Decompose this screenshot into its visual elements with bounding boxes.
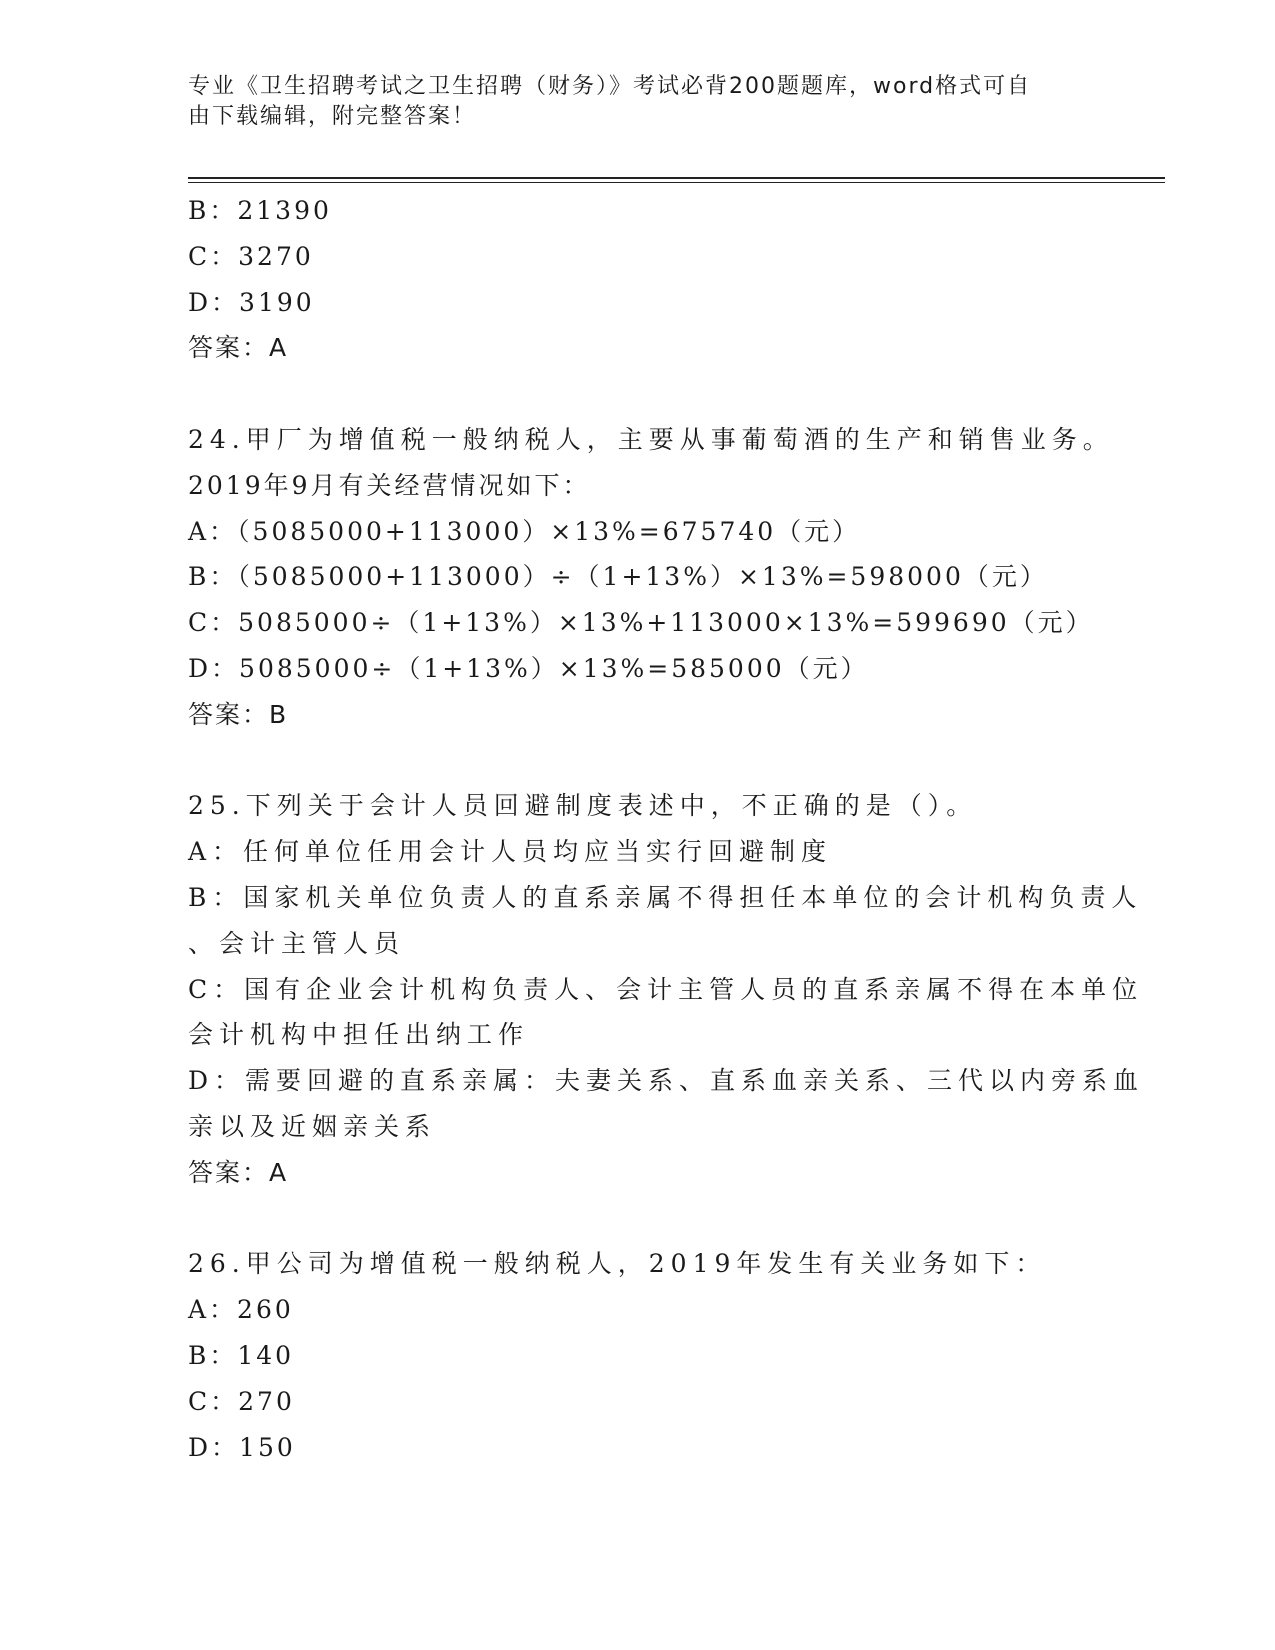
q23-answer: 答案：A <box>188 333 289 363</box>
q24-option-a: A：（5085000+113000）×13%=675740（元） <box>188 516 861 546</box>
spacer <box>188 371 1088 417</box>
header-rule-thick <box>188 177 1165 179</box>
q25-option-d-line-1: D：需要回避的直系亲属：夫妻关系、直系血亲关系、三代以内旁系血 <box>188 1066 1145 1096</box>
header-line-2: 由下载编辑，附完整答案！ <box>188 104 477 129</box>
q26-option-c: C：270 <box>188 1386 295 1416</box>
q23-option-b: B：21390 <box>188 196 332 225</box>
q24-answer: 答案：B <box>188 699 289 729</box>
q25-option-b-line-2: 、会计主管人员 <box>188 928 406 958</box>
question-content <box>188 188 1145 1470</box>
q23-option-d: D：3190 <box>188 287 315 317</box>
q25-answer: 答案：A <box>188 1157 289 1187</box>
q26-option-b: B：140 <box>188 1340 295 1370</box>
q24-title-line-2: 2019年9月有关经营情况如下： <box>188 470 591 500</box>
q24-option-d: D：5085000÷（1+13%）×13%=585000（元） <box>188 653 869 683</box>
spacer <box>188 738 1088 784</box>
spacer <box>188 1196 1088 1242</box>
q24-title-line-1: 24.甲厂为增值税一般纳税人，主要从事葡萄酒的生产和销售业务。 <box>188 424 1114 454</box>
header-rule-thin <box>188 182 1165 183</box>
q25-option-d-line-2: 亲以及近姻亲关系 <box>188 1111 437 1141</box>
q24-option-b: B：（5085000+113000）÷（1+13%）×13%=598000（元） <box>188 562 1048 592</box>
header-line-1: 专业《卫生招聘考试之卫生招聘（财务）》考试必背200题题库，word格式可自 <box>188 74 1032 99</box>
q26-option-d: D：150 <box>188 1432 296 1462</box>
q25-option-c-line-2: 会计机构中担任出纳工作 <box>188 1020 530 1050</box>
q26-title: 26.甲公司为增值税一般纳税人，2019年发生有关业务如下： <box>188 1249 1047 1279</box>
q25-option-c-line-1: C：国有企业会计机构负责人、会计主管人员的直系亲属不得在本单位 <box>188 974 1144 1004</box>
q24-option-c: C：5085000÷（1+13%）×13%+113000×13%=599690（元） <box>188 608 1094 638</box>
q26-option-a: A：260 <box>188 1295 294 1325</box>
document-header <box>188 72 1068 132</box>
q25-title: 25.下列关于会计人员回避制度表述中，不正确的是（）。 <box>188 791 978 821</box>
q25-option-b-line-1: B：国家机关单位负责人的直系亲属不得担任本单位的会计机构负责人 <box>188 882 1143 912</box>
q23-option-c: C：3270 <box>188 241 314 271</box>
q25-option-a: A：任何单位任用会计人员均应当实行回避制度 <box>188 837 833 867</box>
